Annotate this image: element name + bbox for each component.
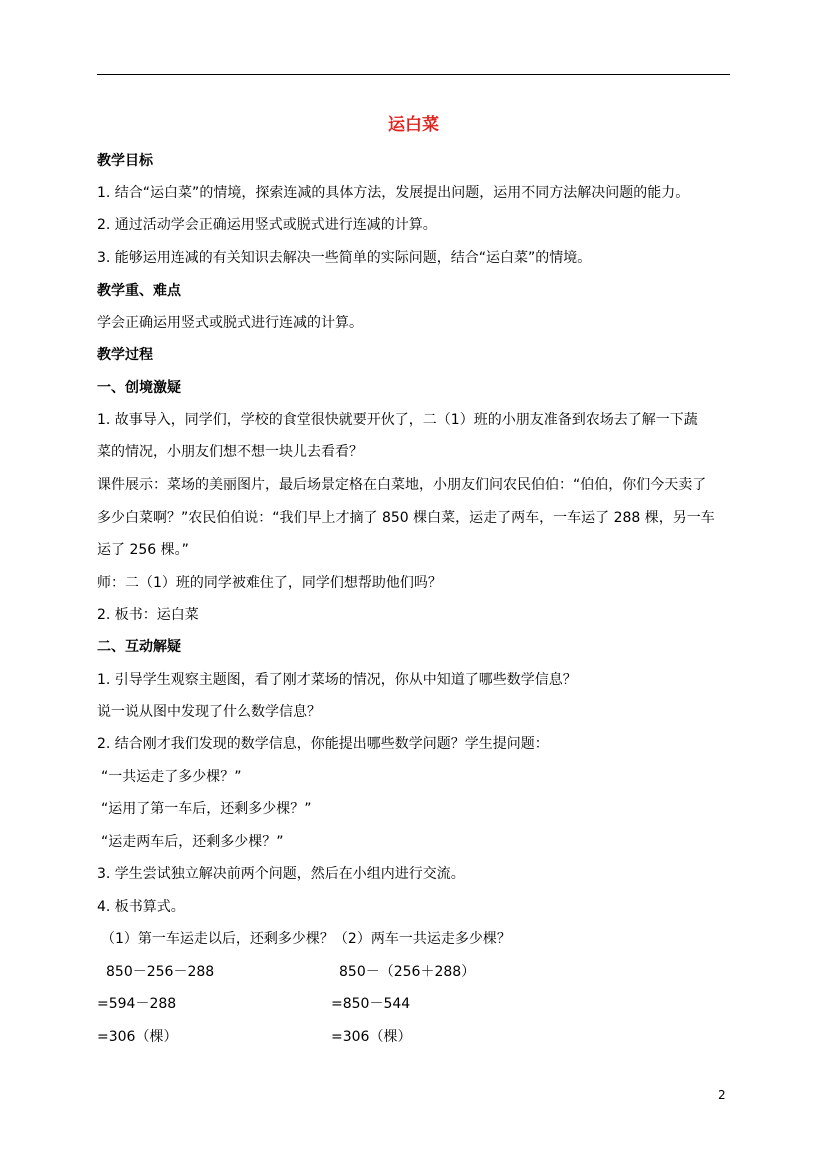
paragraph-line: 2. 板书：运白菜: [97, 607, 199, 623]
section-heading: 二、互动解疑: [97, 639, 181, 655]
paragraph-line: 4. 板书算式。: [97, 899, 185, 915]
calc-left-line: =306（棵）: [97, 1029, 178, 1045]
page-title: 运白菜: [388, 115, 439, 135]
section-heading: 一、创境激疑: [97, 380, 181, 396]
paragraph-line: 说一说从图中发现了什么数学信息？: [97, 704, 321, 720]
paragraph-line: （1）第一车运走以后，还剩多少棵？（2）两车一共运走多少棵？: [101, 931, 511, 947]
paragraph-line: “运走两车后，还剩多少棵？”: [101, 834, 284, 850]
paragraph-line: 1. 结合“运白菜”的情境，探索连减的具体方法，发展提出问题，运用不同方法解决问题的能力。: [97, 185, 690, 201]
paragraph-line: 多少白菜啊？”农民伯伯说：“我们早上才摘了 850 棵白菜，运走了两车，一车运了 288 棵，另一车: [97, 510, 715, 526]
calc-left-line: =594－288: [97, 996, 177, 1012]
paragraph-line: 运了 256 棵。”: [97, 542, 189, 558]
paragraph-line: 3. 能够运用连减的有关知识去解决一些简单的实际问题，结合“运白菜”的情境。: [97, 250, 592, 266]
paragraph-line: 1. 故事导入，同学们，学校的食堂很快就要开伙了，二（1）班的小朋友准备到农场去了解一下蔬: [97, 412, 698, 428]
header-rule: [97, 74, 730, 75]
paragraph-line: 课件展示：菜场的美丽图片，最后场景定格在白菜地，小朋友们问农民伯伯：“伯伯，你们今天卖了: [97, 477, 707, 493]
paragraph-line: 1. 引导学生观察主题图，看了刚才菜场的情况，你从中知道了哪些数学信息？: [97, 672, 577, 688]
paragraph-line: “运用了第一车后，还剩多少棵？”: [101, 801, 312, 817]
paragraph-line: 菜的情况，小朋友们想不想一块儿去看看？: [97, 444, 363, 460]
section-heading: 教学重、难点: [97, 283, 181, 299]
paragraph-line: 学会正确运用竖式或脱式进行连减的计算。: [97, 315, 363, 331]
paragraph-line: “一共运走了多少棵？”: [101, 769, 242, 785]
section-heading: 教学目标: [97, 153, 153, 169]
section-heading: 教学过程: [97, 347, 153, 363]
calc-right-line: 850－（256＋288）: [339, 964, 476, 980]
paragraph-line: 师：二（1）班的同学被难住了，同学们想帮助他们吗？: [97, 575, 442, 591]
calc-right-line: =850－544: [331, 996, 411, 1012]
calc-right-line: =306（棵）: [331, 1029, 412, 1045]
calc-left-line: 850－256－288: [106, 964, 215, 980]
paragraph-line: 2. 通过活动学会正确运用竖式或脱式进行连减的计算。: [97, 217, 437, 233]
page-number: 2: [718, 1088, 726, 1102]
paragraph-line: 2. 结合刚才我们发现的数学信息，你能提出哪些数学问题？学生提问题：: [97, 736, 549, 752]
paragraph-line: 3. 学生尝试独立解决前两个问题，然后在小组内进行交流。: [97, 866, 465, 882]
